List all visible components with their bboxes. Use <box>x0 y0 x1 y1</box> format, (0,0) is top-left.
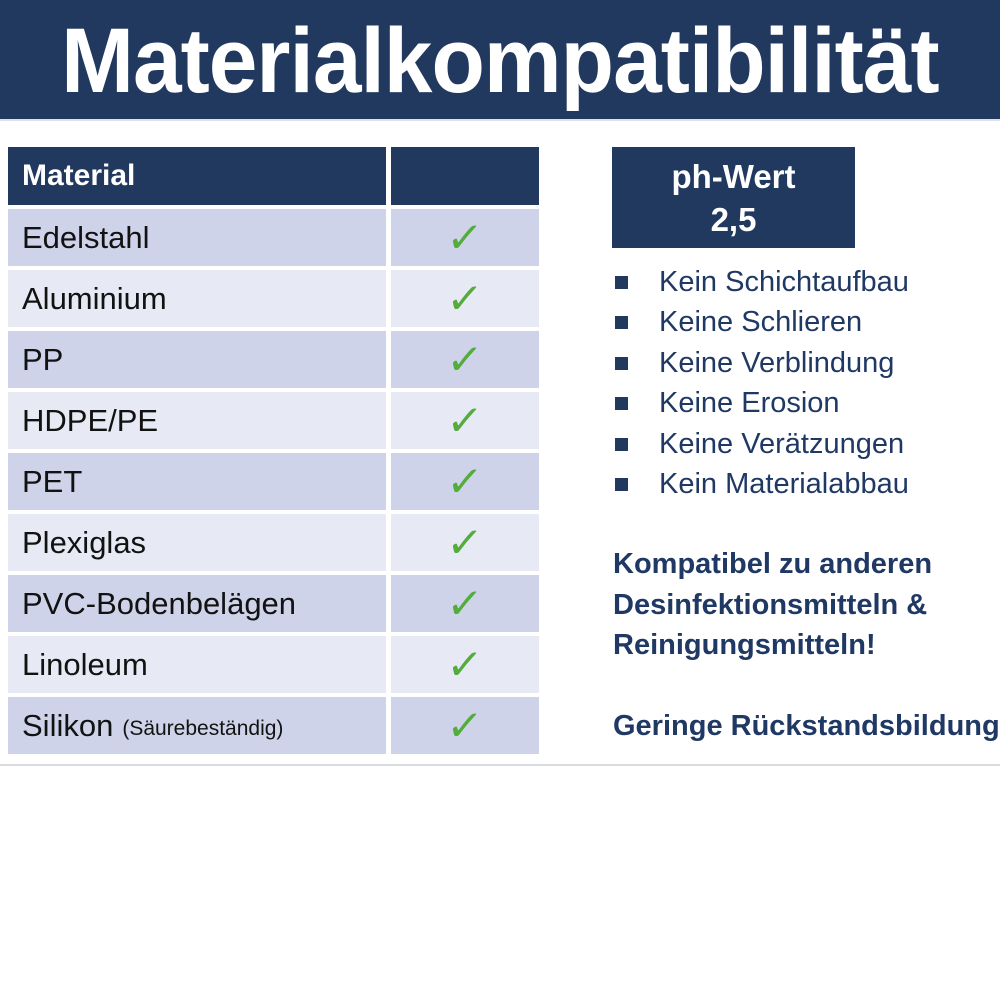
checkmark-icon: ✓ <box>444 701 486 749</box>
table-row <box>8 697 539 754</box>
material-name: PET <box>22 463 83 499</box>
material-cell <box>8 575 386 632</box>
table-header-row <box>8 147 539 205</box>
table-row <box>8 270 539 327</box>
benefit-list-item <box>615 465 909 506</box>
square-bullet-icon <box>615 276 628 289</box>
bottom-divider <box>0 764 1000 766</box>
compatibility-cell <box>391 392 539 449</box>
benefit-text: Keine Schlieren <box>659 306 863 339</box>
benefit-list-item <box>615 343 909 384</box>
checkmark-icon: ✓ <box>444 640 486 688</box>
checkmark-icon: ✓ <box>444 335 486 383</box>
compatibility-cell <box>391 697 539 754</box>
material-cell <box>8 453 386 510</box>
ph-value: 2,5 <box>710 200 757 238</box>
table-row <box>8 514 539 571</box>
square-bullet-icon <box>615 478 628 491</box>
table-row <box>8 636 539 693</box>
material-column-header-label: Material <box>22 159 136 192</box>
benefit-list <box>615 262 909 505</box>
material-name: Aluminium <box>22 280 167 316</box>
checkmark-icon: ✓ <box>444 213 486 261</box>
compatibility-note-line: Reinigungsmitteln! <box>613 629 876 661</box>
material-cell <box>8 331 386 388</box>
benefit-list-item <box>615 303 909 344</box>
compatibility-cell <box>391 636 539 693</box>
compatibility-cell <box>391 270 539 327</box>
benefit-text: Keine Verätzungen <box>659 427 905 460</box>
table-row <box>8 331 539 388</box>
benefit-text: Kein Schichtaufbau <box>659 265 909 298</box>
page-title: Materialkompatibilität <box>61 10 939 112</box>
material-table <box>8 147 539 758</box>
ph-label: ph-Wert <box>671 157 796 195</box>
square-bullet-icon <box>615 397 628 410</box>
material-table-body <box>8 209 539 754</box>
compatibility-note-line: Kompatibel zu anderen <box>613 548 933 580</box>
compatibility-cell <box>391 209 539 266</box>
material-cell <box>8 514 386 571</box>
square-bullet-icon <box>615 357 628 370</box>
compatibility-note-line: Desinfektionsmitteln & <box>613 588 928 621</box>
residue-note: Geringe Rückstandsbildung <box>613 710 1000 742</box>
table-row <box>8 453 539 510</box>
compatibility-note <box>613 544 932 666</box>
compatibility-column-header <box>391 147 539 205</box>
checkmark-icon: ✓ <box>444 274 486 322</box>
ph-value-box <box>612 147 855 248</box>
square-bullet-icon <box>615 316 628 329</box>
compatibility-cell <box>391 575 539 632</box>
material-cell <box>8 392 386 449</box>
benefit-text: Keine Verblindung <box>659 346 895 379</box>
benefit-text: Keine Erosion <box>659 387 840 420</box>
compatibility-cell <box>391 331 539 388</box>
checkmark-icon: ✓ <box>444 579 486 627</box>
benefit-list-item <box>615 424 909 465</box>
material-cell <box>8 270 386 327</box>
benefit-text: Kein Materialabbau <box>659 468 909 501</box>
benefit-list-item <box>615 384 909 425</box>
title-banner <box>0 0 1000 121</box>
table-row <box>8 209 539 266</box>
compatibility-cell <box>391 453 539 510</box>
material-name: HDPE/PE <box>22 402 159 438</box>
table-row <box>8 575 539 632</box>
material-name: Silikon <box>22 707 114 743</box>
material-cell <box>8 209 386 266</box>
checkmark-icon: ✓ <box>444 396 486 444</box>
material-cell <box>8 636 386 693</box>
material-name: Edelstahl <box>22 219 150 255</box>
material-cell <box>8 697 386 754</box>
material-name: Linoleum <box>22 646 148 682</box>
benefit-list-item <box>615 262 909 303</box>
material-name: PVC-Bodenbelägen <box>22 585 297 621</box>
square-bullet-icon <box>615 438 628 451</box>
checkmark-icon: ✓ <box>444 457 486 505</box>
material-note: (Säurebeständig) <box>122 716 284 740</box>
compatibility-cell <box>391 514 539 571</box>
material-name: Plexiglas <box>22 524 147 560</box>
table-row <box>8 392 539 449</box>
material-column-header <box>8 147 386 205</box>
checkmark-icon: ✓ <box>444 518 486 566</box>
material-name: PP <box>22 341 64 377</box>
